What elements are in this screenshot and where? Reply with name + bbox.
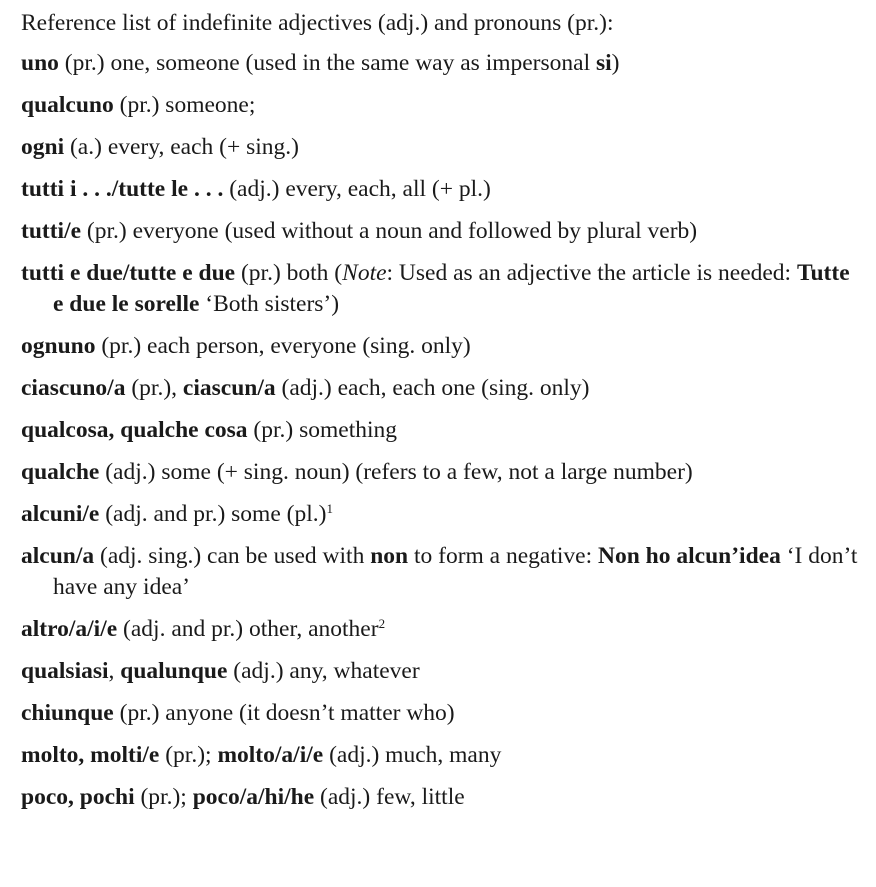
term: alcun/a — [21, 543, 95, 569]
definition-text: (pr.) one, someone (used in the same way as impersonal — [58, 50, 596, 76]
entry-tutti-e-due — [21, 258, 861, 320]
emphasis: Note — [342, 260, 387, 286]
definition-text: (pr.); — [159, 742, 218, 768]
entry-uno — [21, 48, 861, 79]
definition-text: , — [108, 658, 121, 684]
entry-alcuni — [21, 499, 861, 530]
footnote-marker: 2 — [378, 616, 386, 631]
definition-text: (pr.) everyone (used without a noun and followed by plural verb) — [81, 218, 698, 244]
definition-text: (adj. sing.) can be used with — [94, 543, 371, 569]
entry-qualsiasi — [21, 656, 861, 687]
term: uno — [21, 50, 59, 76]
definition-text: (a.) every, each (+ sing.) — [64, 134, 299, 160]
entry-ciascuno — [21, 373, 861, 404]
term: qualcuno — [21, 92, 114, 118]
definition-text: (adj.) each, each one (sing. only) — [275, 375, 590, 401]
definition-text: : Used as an adjective the article is needed: — [386, 260, 797, 286]
definition-text: ‘I don’t have any idea’ — [53, 543, 858, 600]
term: alcuni/e — [21, 501, 100, 527]
term: molto, molti/e — [21, 742, 160, 768]
intro-heading: Reference list of indefinite adjectives (adj.) and pronouns (pr.): — [21, 10, 614, 36]
term: tutti e due/tutte e due — [21, 260, 236, 286]
entry-tutti-i — [21, 174, 861, 205]
term: ognuno — [21, 333, 96, 359]
entry-alcun — [21, 541, 861, 603]
definition-text: (pr.) anyone (it doesn’t matter who) — [113, 700, 455, 726]
term: ciascun/a — [182, 375, 276, 401]
definition-text: (adj.) much, many — [323, 742, 502, 768]
entry-poco — [21, 782, 861, 813]
term: poco, pochi — [21, 784, 135, 810]
term: non — [370, 543, 409, 569]
definition-text: ) — [611, 50, 620, 76]
term: Tutte e due le sorelle — [53, 260, 850, 317]
footnote-marker: 1 — [326, 501, 333, 516]
entry-ogni — [21, 132, 861, 163]
entry-qualche — [21, 457, 861, 488]
entry-chiunque — [21, 698, 861, 729]
entry-list — [21, 48, 861, 813]
term: poco/a/hi/he — [192, 784, 315, 810]
term: tutti i . . ./tutte le . . . — [21, 176, 224, 202]
definition-text: (pr.) each person, everyone (sing. only) — [95, 333, 471, 359]
definition-text: (pr.), — [125, 375, 183, 401]
definition-text: (adj. and pr.) other, another — [117, 616, 379, 642]
definition-text: (adj.) few, little — [314, 784, 465, 810]
entry-molto — [21, 740, 861, 771]
definition-text: (pr.); — [134, 784, 193, 810]
term: chiunque — [21, 700, 114, 726]
term: qualcosa, qualche cosa — [21, 417, 248, 443]
entry-qualcuno — [21, 90, 861, 121]
term: ciascuno/a — [21, 375, 126, 401]
reference-list — [21, 8, 861, 824]
term: Non ho alcun’idea — [598, 543, 781, 569]
definition-text: (pr.) someone; — [113, 92, 256, 118]
entry-tutti-e — [21, 216, 861, 247]
definition-text: (adj.) some (+ sing. noun) (refers to a few, not a large number) — [99, 459, 693, 485]
term: si — [595, 50, 612, 76]
entry-qualcosa — [21, 415, 861, 446]
definition-text: (adj. and pr.) some (pl.) — [99, 501, 327, 527]
term: molto/a/i/e — [217, 742, 324, 768]
entry-altro — [21, 614, 861, 645]
term: qualunque — [120, 658, 228, 684]
definition-text: (adj.) any, whatever — [227, 658, 420, 684]
entry-ognuno — [21, 331, 861, 362]
definition-text: ‘Both sisters’) — [199, 291, 340, 317]
term: ogni — [21, 134, 65, 160]
definition-text: (pr.) both ( — [235, 260, 343, 286]
definition-text: (adj.) every, each, all (+ pl.) — [223, 176, 491, 202]
term: altro/a/i/e — [21, 616, 118, 642]
definition-text: to form a negative: — [408, 543, 598, 569]
term: qualsiasi — [21, 658, 109, 684]
term: tutti/e — [21, 218, 82, 244]
definition-text: (pr.) something — [247, 417, 398, 443]
term: qualche — [21, 459, 100, 485]
